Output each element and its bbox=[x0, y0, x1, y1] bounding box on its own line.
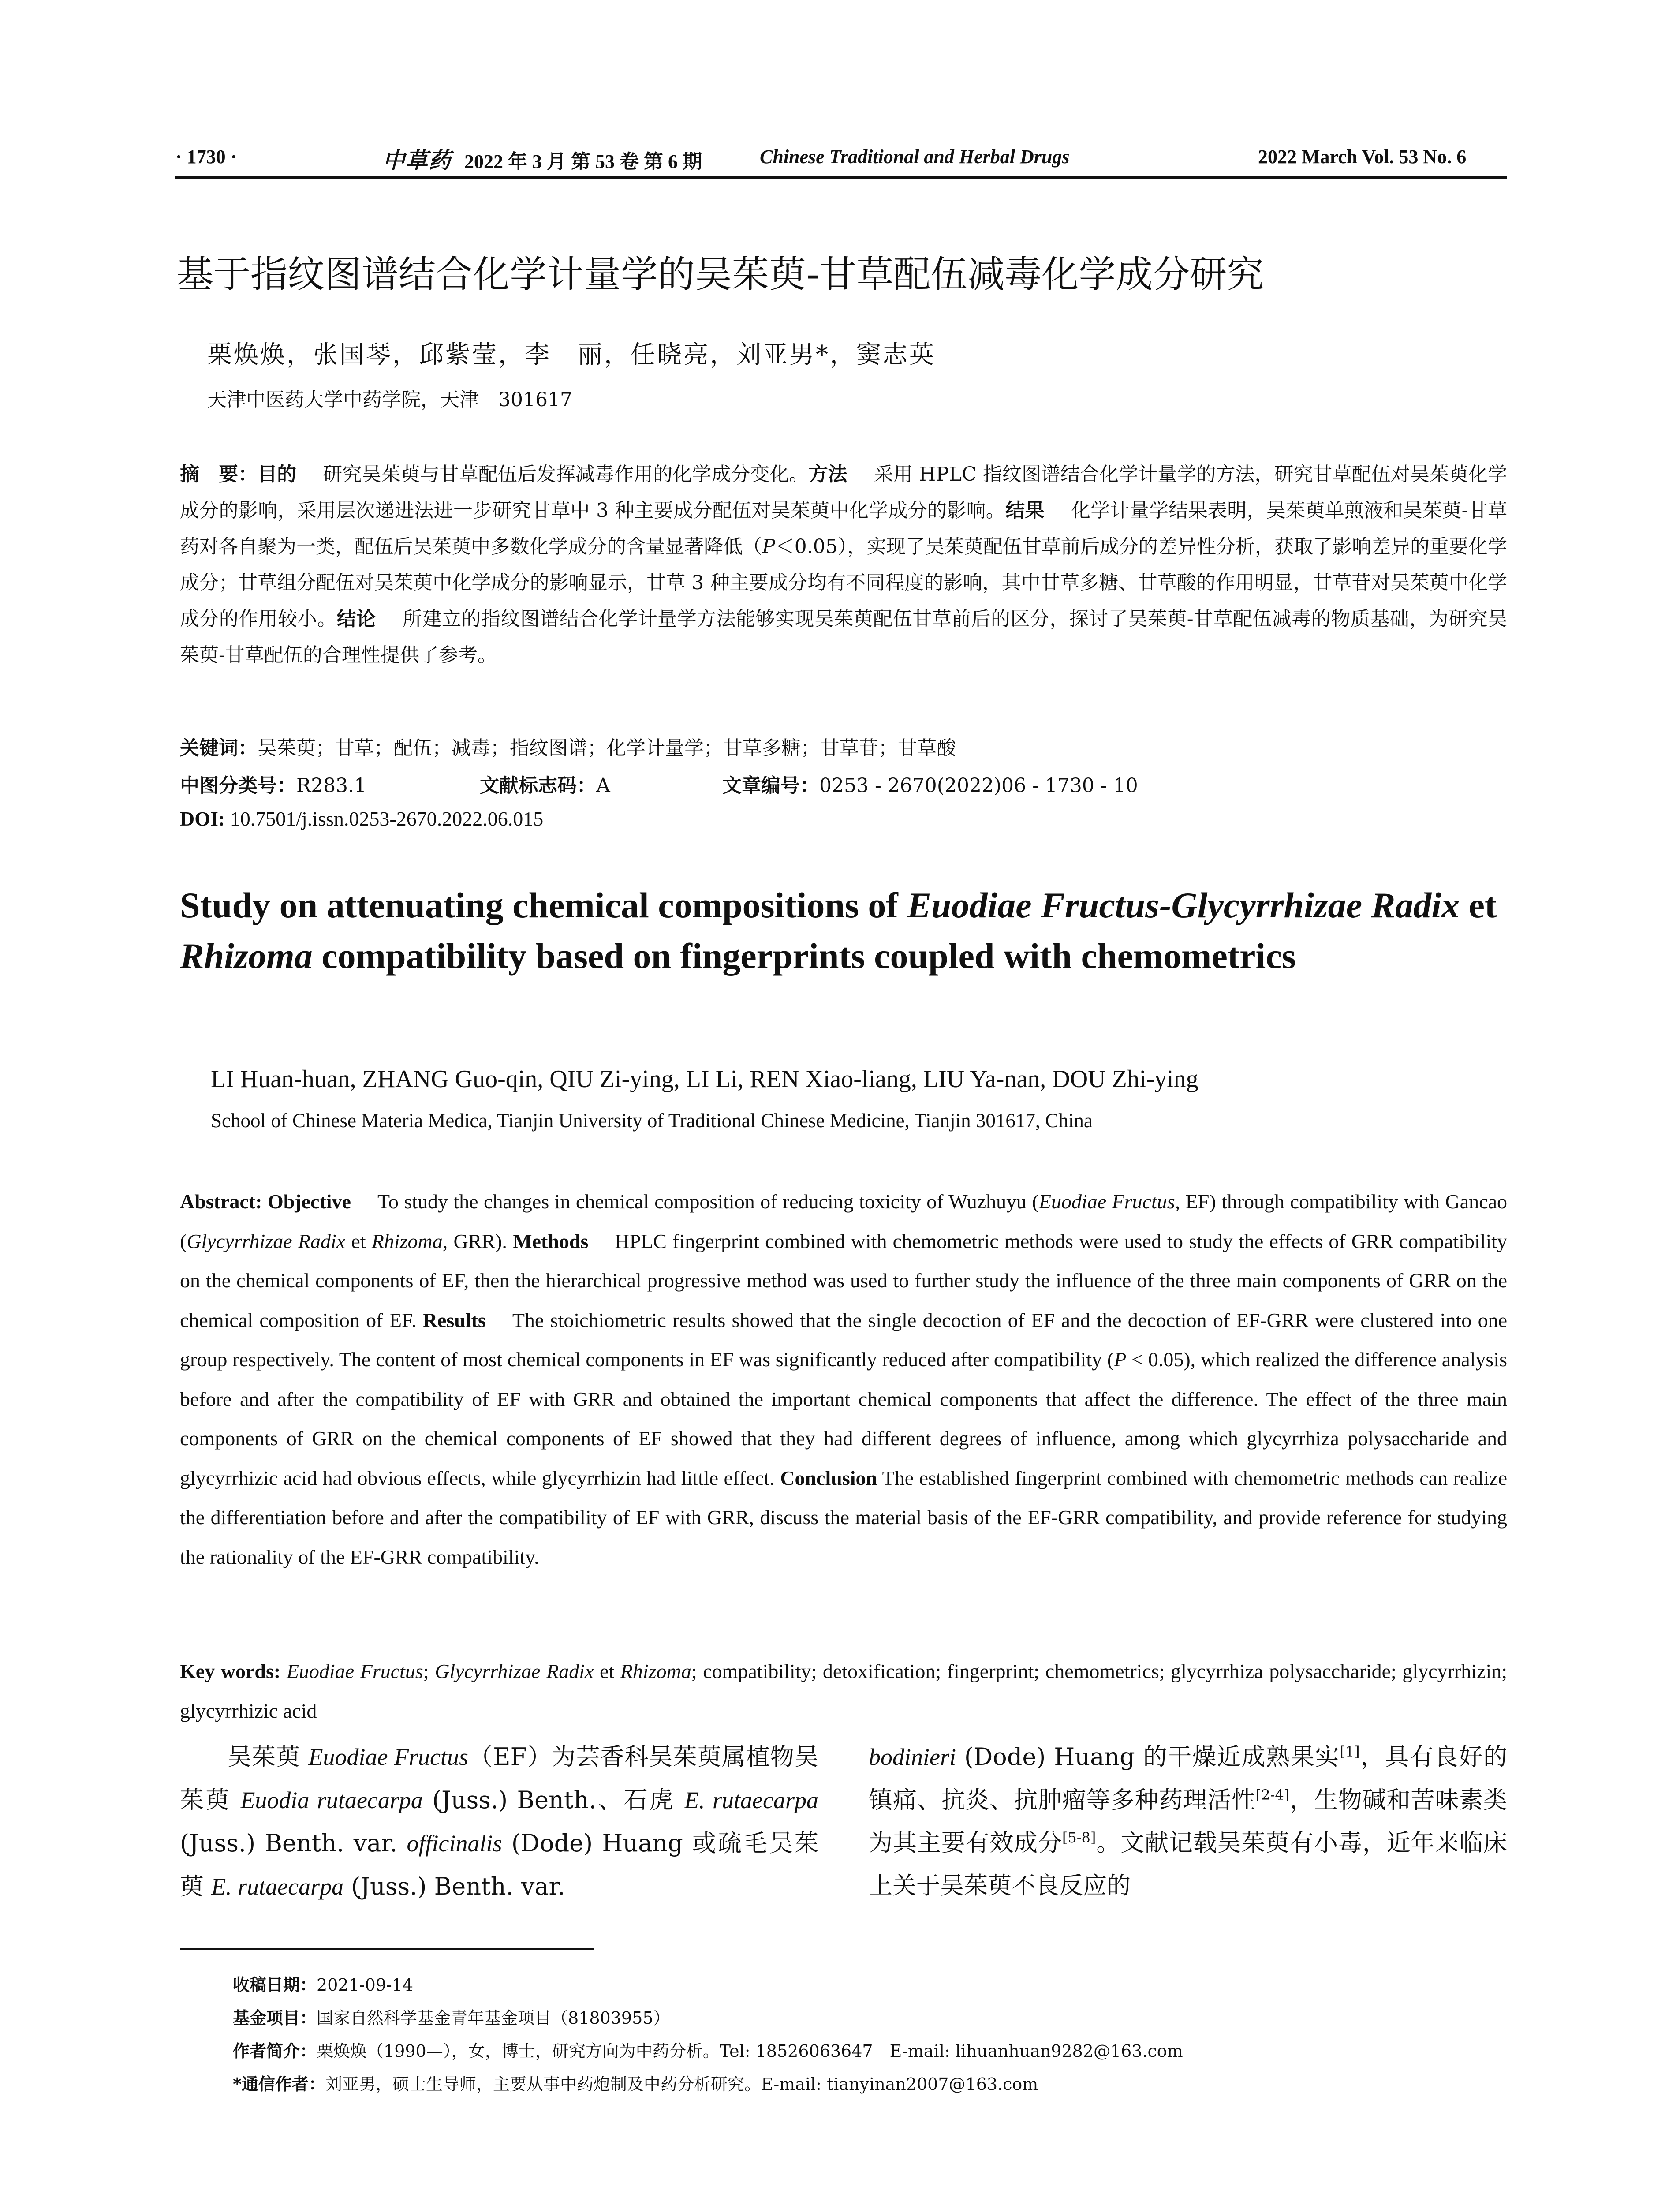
footnote-fund bbox=[233, 2004, 670, 2029]
body-text: (Juss.) Benth. var. bbox=[343, 1872, 565, 1900]
body-text: ，生物碱和苦味素类为其主要有效成分 bbox=[869, 1786, 1508, 1857]
keyword-sep: et bbox=[594, 1660, 620, 1682]
authors-cn: 栗焕焕，张国琴，邱紫莹，李 丽，任晓亮，刘亚男*，窦志英 bbox=[207, 340, 936, 369]
objective-en-label: Objective bbox=[267, 1190, 351, 1213]
results-cn-label: 结果 bbox=[1005, 499, 1045, 522]
objective-en-term: Euodiae Fructus bbox=[1038, 1190, 1175, 1213]
abstract-cn-label: 摘 要： bbox=[180, 463, 258, 486]
body-text: （EF）为芸香科吴茱萸属植物吴茱萸 bbox=[180, 1743, 818, 1814]
footnote-text: 2021-09-14 bbox=[317, 1975, 414, 1995]
body-term: bodinieri bbox=[869, 1744, 956, 1770]
objective-en: et bbox=[345, 1230, 372, 1252]
title-en-part: et bbox=[1460, 885, 1497, 925]
doc-code: A bbox=[596, 774, 610, 797]
results-cn-1: 化学计量学结果表明，吴茱萸单煎液和吴茱萸-甘草药对各自聚为一类，配伍后吴茱萸中多数化学成分的含量显著降低（ bbox=[180, 499, 1508, 558]
footnote-author bbox=[233, 2037, 1183, 2062]
keywords-en-label: Key words: bbox=[180, 1660, 281, 1682]
abstract-en bbox=[180, 1182, 1507, 1577]
body-term: E. rutaecarpa bbox=[211, 1873, 344, 1900]
article-number: 0253 - 2670(2022)06 - 1730 - 10 bbox=[819, 774, 1138, 797]
methods-cn-label: 方法 bbox=[808, 463, 847, 486]
body-text: (Dode) Huang 的干燥近成熟果实 bbox=[956, 1743, 1340, 1771]
citation[interactable]: [2-4] bbox=[1255, 1786, 1290, 1803]
body-text: (Juss.) Benth. var. bbox=[180, 1829, 407, 1857]
methods-cn: 采用 HPLC 指纹图谱结合化学计量学的方法，研究甘草配伍对吴茱萸化学成分的影响，采用层次递进法进一步研究甘草中 3 种主要成分配伍对吴茱萸中化学成分的影响。 bbox=[180, 463, 1508, 522]
results-en-label: Results bbox=[422, 1308, 486, 1331]
methods-en-label: Methods bbox=[513, 1230, 589, 1252]
article-number-label: 文章编号： bbox=[722, 774, 819, 797]
conclusion-cn-label: 结论 bbox=[336, 608, 376, 630]
journal-name-en: Chinese Traditional and Herbal Drugs bbox=[760, 146, 1070, 168]
body-text: ，具有良好的镇痛、抗炎、抗肿瘤等多种药理活性 bbox=[869, 1743, 1507, 1814]
conclusion-en-label: Conclusion bbox=[780, 1466, 877, 1489]
body-term: Euodiae Fructus bbox=[308, 1744, 469, 1770]
footnote-corresponding bbox=[233, 2070, 1038, 2095]
conclusion-en: The established fingerprint combined with chemometric methods can realize the differentiation before and after the compatibility of EF with GRR, discuss the material basis of the EF-GRR compatibility, and provide reference for studying the rationality of the EF-GRR compatibility. bbox=[180, 1466, 1508, 1568]
keyword-en: Rhizoma bbox=[620, 1660, 691, 1682]
title-en-species: Euodiae Fructus-Glycyrrhizae Radix bbox=[907, 885, 1460, 925]
objective-en: To study the changes in chemical composition of reducing toxicity of Wuzhuyu ( bbox=[377, 1190, 1039, 1213]
title-en-part: compatibility based on fingerprints coupled with chemometrics bbox=[312, 936, 1296, 976]
title-cn: 基于指纹图谱结合化学计量学的吴茱萸-甘草配伍减毒化学成分研究 bbox=[176, 253, 1264, 296]
affiliation-en: School of Chinese Materia Medica, Tianjin University of Traditional Chinese Medicine, Tianjin 301617, China bbox=[211, 1110, 1093, 1132]
body-term: E. rutaecarpa bbox=[684, 1787, 818, 1813]
keywords-cn bbox=[180, 732, 956, 760]
title-en-species: Rhizoma bbox=[180, 936, 313, 976]
keywords-cn-text: 吴茱萸；甘草；配伍；减毒；指纹图谱；化学计量学；甘草多糖；甘草苷；甘草酸 bbox=[258, 737, 956, 759]
results-cn-2: ＜0.05），实现了吴茱萸配伍甘草前后成分的差异性分析，获取了影响差异的重要化学成分；甘草组分配伍对吴茱萸中化学成分的影响显示，甘草 3 种主要成分均有不同程度的影响，其中甘草多糖、甘草酸的作用明显，甘草苷对吴茱萸中化学成分的作用较小。 bbox=[180, 535, 1508, 630]
title-en-part: Study on attenuating chemical compositions of bbox=[180, 885, 907, 925]
footnote-text: 栗焕焕（1990—），女，博士，研究方向为中药分析。Tel: 18526063647 E-mail: lihuanhuan9282@163.com bbox=[317, 2041, 1183, 2061]
conclusion-cn: 所建立的指纹图谱结合化学计量学方法能够实现吴茱萸配伍甘草前后的区分，探讨了吴茱萸-甘草配伍减毒的物质基础，为研究吴茱萸-甘草配伍的合理性提供了参考。 bbox=[180, 608, 1507, 666]
keyword-sep: ; bbox=[423, 1660, 435, 1682]
body-text: 吴茱萸 bbox=[228, 1743, 309, 1771]
keywords-en-rest: ; compatibility; detoxification; fingerprint; chemometrics; glycyrrhiza polysaccharide; glycyrrhizin; glycyrrhizic acid bbox=[180, 1660, 1508, 1722]
body-text: (Dode) Huang 或疏毛吴茱萸 bbox=[180, 1829, 819, 1900]
objective-cn-label: 目的 bbox=[258, 463, 297, 486]
doi-label: DOI: bbox=[180, 807, 225, 830]
abstract-en-label: Abstract: bbox=[180, 1190, 262, 1213]
footnote-label: 基金项目： bbox=[233, 2008, 317, 2028]
footnote-label: 收稿日期： bbox=[233, 1975, 317, 1995]
citation[interactable]: [5-8] bbox=[1062, 1829, 1096, 1846]
title-en bbox=[180, 880, 1512, 981]
abstract-cn bbox=[180, 456, 1507, 673]
results-en: < 0.05), which realized the difference analysis before and after the compatibility of EF with GRR and obtained the important chemical components that affect the difference. The effect of the three main components of GRR on the chemical components of EF showed that they had different degrees of influence, among which glycyrrhiza polysaccharide and glycyrrhizic acid had obvious effects, while glycyrrhizin had little effect. bbox=[180, 1348, 1507, 1489]
methods-en: HPLC fingerprint combined with chemometric methods were used to study the effects of GRR compatibility on the chemical components of EF, then the hierarchical progressive method was used to further study the influence of the three main components of GRR on the chemical composition of EF. bbox=[180, 1230, 1508, 1331]
footnote-label: 作者简介： bbox=[233, 2041, 317, 2061]
affiliation-cn: 天津中医药大学中药学院，天津 301617 bbox=[207, 389, 572, 411]
footnote-text: 刘亚男，硕士生导师，主要从事中药炮制及中药分析研究。E-mail: tianyinan2007@163.com bbox=[325, 2074, 1038, 2094]
body-text: (Juss.) Benth.、石虎 bbox=[422, 1786, 684, 1814]
clc-label: 中图分类号： bbox=[180, 774, 296, 797]
issue-en: 2022 March Vol. 53 No. 6 bbox=[1258, 146, 1467, 168]
doi-value: 10.7501/j.issn.0253-2670.2022.06.015 bbox=[230, 807, 544, 830]
objective-en-term: Glycyrrhizae Radix bbox=[187, 1230, 346, 1252]
citation[interactable]: [1] bbox=[1340, 1743, 1360, 1760]
keyword-en: Euodiae Fructus bbox=[286, 1660, 423, 1682]
keyword-en: Glycyrrhizae Radix bbox=[435, 1660, 594, 1682]
doc-code-label: 文献标志码： bbox=[480, 774, 596, 797]
objective-cn: 研究吴茱萸与甘草配伍后发挥减毒作用的化学成分变化。 bbox=[323, 463, 809, 486]
issue-cn: 2022 年 3 月 第 53 卷 第 6 期 bbox=[464, 151, 702, 172]
clc-code: R283.1 bbox=[296, 774, 367, 797]
running-header bbox=[175, 132, 1507, 179]
objective-en: , GRR). bbox=[442, 1230, 507, 1252]
results-en-p: P bbox=[1114, 1348, 1127, 1371]
body-column-right bbox=[869, 1735, 1507, 1907]
objective-en-term: Rhizoma bbox=[371, 1230, 443, 1252]
footnote-received bbox=[233, 1971, 413, 1996]
journal-logo: 中草药 bbox=[383, 148, 452, 173]
footnote-rule bbox=[180, 1948, 594, 1950]
body-term: officinalis bbox=[407, 1830, 502, 1857]
doi-line bbox=[180, 807, 543, 830]
authors-en: LI Huan-huan, ZHANG Guo-qin, QIU Zi-ying, LI Li, REN Xiao-liang, LIU Ya-nan, DOU Zhi-ying bbox=[211, 1065, 1198, 1093]
body-text: 。文献记载吴茱萸有小毒，近年来临床上关于吴茱萸不良反应的 bbox=[869, 1829, 1508, 1899]
keywords-cn-label: 关键词： bbox=[180, 737, 258, 759]
body-column-left bbox=[180, 1735, 818, 1908]
page-number: · 1730 · bbox=[175, 146, 237, 168]
results-cn-p: P bbox=[762, 535, 775, 558]
classification-line bbox=[180, 770, 1138, 798]
body-term: Euodia rutaecarpa bbox=[240, 1787, 423, 1813]
footnote-label: *通信作者： bbox=[233, 2074, 325, 2094]
keywords-en bbox=[180, 1652, 1507, 1730]
objective-en: , EF) through compatibility with Gancao ( bbox=[180, 1190, 1507, 1252]
footnote-text: 国家自然科学基金青年基金项目（81803955） bbox=[317, 2008, 670, 2028]
results-en: The stoichiometric results showed that the single decoction of EF and the decoction of EF-GRR were clustered into one group respectively. The content of most chemical components in EF was significantly reduced after compatibility ( bbox=[180, 1308, 1508, 1371]
